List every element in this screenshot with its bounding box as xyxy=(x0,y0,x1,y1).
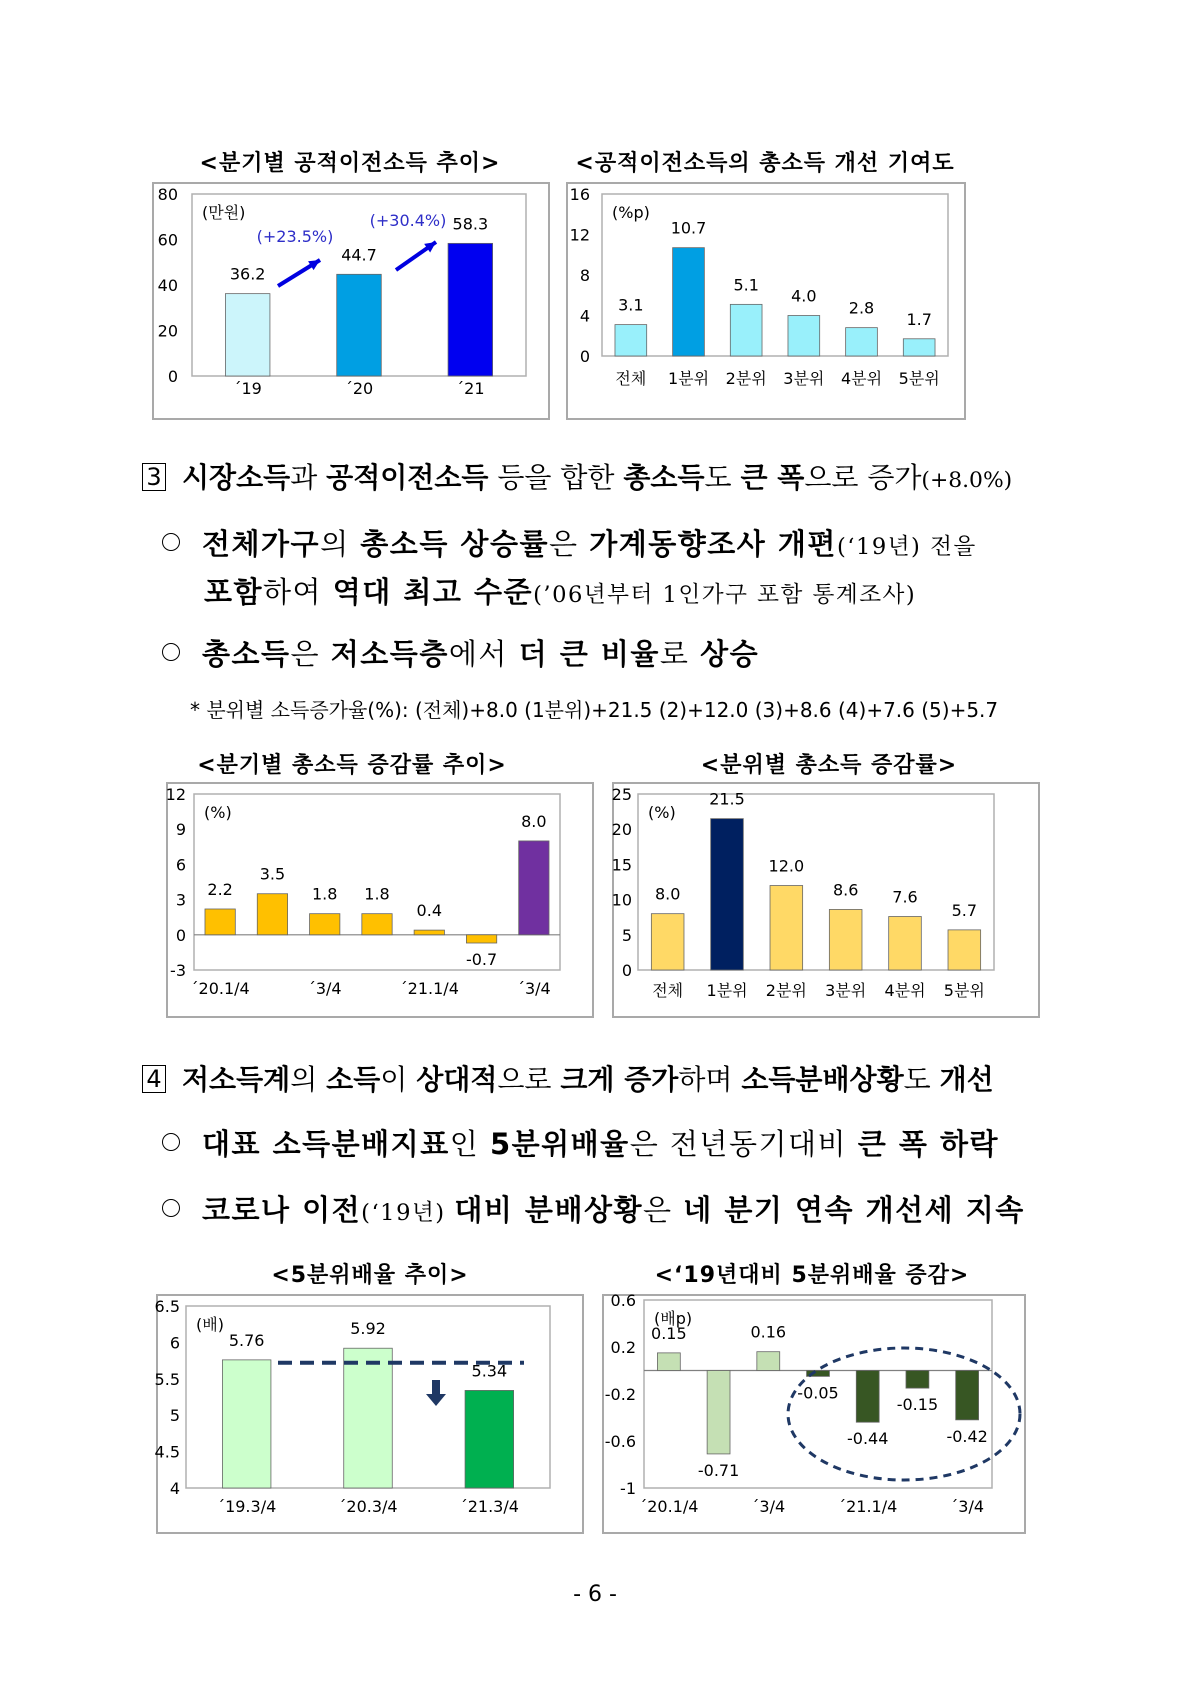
data-label: 4.0 xyxy=(791,286,817,306)
chart-title-total-income-quintile: <분위별 총소득 증감률> xyxy=(700,753,958,778)
x-tick-label: ´20.1/4 xyxy=(639,1497,699,1516)
section3-bullet1-line1: 전체가구의 총소득 상승률은 가계동향조사 개편(‘19년) 전을 xyxy=(162,522,977,563)
data-label: 44.7 xyxy=(341,245,377,265)
data-label: 58.3 xyxy=(452,214,489,234)
data-label: 2.2 xyxy=(207,879,233,899)
bar xyxy=(711,819,744,970)
y-tick-label: 10 xyxy=(611,890,632,910)
bar xyxy=(829,909,862,970)
chart-title-public-transfer-contribution: <공적이전소득의 총소득 개선 기여도 xyxy=(575,151,955,176)
chart-public-transfer-contribution xyxy=(566,182,966,420)
data-label: -0.7 xyxy=(465,950,498,970)
section3-note: * 분위별 소득증가율(%): (전체)+8.0 (1분위)+21.5 (2)+12.0 (3)+8.6 (4)+7.6 (5)+5.7 xyxy=(190,698,999,722)
y-tick-label: 8 xyxy=(579,266,590,285)
x-tick-label: 3분위 xyxy=(825,981,867,1000)
data-label: -0.42 xyxy=(946,1426,988,1446)
data-label: -0.71 xyxy=(697,1460,740,1480)
bar xyxy=(788,316,820,357)
x-tick-label: ´21.1/4 xyxy=(399,979,459,998)
data-label: 7.6 xyxy=(892,887,918,907)
chart-svg xyxy=(604,1291,1024,1532)
bar xyxy=(651,914,684,970)
x-tick-label: ´21 xyxy=(456,379,485,398)
plot-area xyxy=(602,194,948,356)
chart-title-quintile-ratio-change: <‘19년대비 5분위배율 증감> xyxy=(654,1263,970,1288)
data-label: -0.44 xyxy=(847,1429,889,1449)
section4-bullet2: 코로나 이전(‘19년) 대비 분배상황은 네 분기 연속 개선세 지속 xyxy=(162,1188,1025,1229)
x-tick-label: 4분위 xyxy=(884,981,926,1000)
bar xyxy=(257,894,287,935)
data-label: 21.5 xyxy=(709,789,745,809)
chart-quintile-ratio-trend xyxy=(156,1294,584,1534)
bar xyxy=(948,930,981,970)
data-label: 2.8 xyxy=(848,298,875,318)
down-arrow-icon xyxy=(426,1394,446,1406)
chart-title-quintile-ratio-trend: <5분위배율 추이> xyxy=(271,1263,469,1288)
y-tick-label: 6 xyxy=(169,1333,180,1353)
section4-heading: 4 저소득계의 소득이 상대적으로 크게 증가하며 소득분배상황도 개선 xyxy=(142,1058,994,1098)
bar xyxy=(448,243,493,376)
y-tick-label: 25 xyxy=(611,785,632,804)
y-tick-label: 5 xyxy=(169,1406,180,1426)
x-tick-label: 3분위 xyxy=(783,369,825,388)
y-tick-label: 40 xyxy=(157,276,178,295)
y-tick-label: 12 xyxy=(569,225,590,245)
bar xyxy=(770,886,803,970)
bar xyxy=(889,916,922,970)
bar xyxy=(519,841,549,935)
y-tick-label: -3 xyxy=(170,961,186,980)
y-tick-label: 4 xyxy=(579,306,590,326)
data-label: 8.0 xyxy=(521,811,547,831)
data-label: 1.8 xyxy=(364,884,390,904)
bar xyxy=(362,914,392,935)
x-tick-label: 1분위 xyxy=(706,981,748,1000)
unit-label: (배) xyxy=(196,1315,224,1334)
data-label: 8.6 xyxy=(832,880,859,900)
down-arrow-stem xyxy=(432,1380,440,1394)
data-label: 3.5 xyxy=(259,864,286,884)
bar xyxy=(465,1390,514,1488)
y-tick-label: 15 xyxy=(611,855,632,875)
y-tick-label: 9 xyxy=(175,820,186,840)
y-tick-label: 0.6 xyxy=(610,1291,636,1310)
section-number-box: 3 xyxy=(142,463,166,491)
x-tick-label: 2분위 xyxy=(765,981,807,1000)
bar xyxy=(906,1371,929,1389)
chart-svg xyxy=(154,184,548,418)
x-tick-label: 1분위 xyxy=(667,369,710,388)
annotation-label: (+23.5%) xyxy=(256,227,334,246)
x-tick-label: ´3/4 xyxy=(307,979,342,998)
unit-label: (%) xyxy=(204,803,232,822)
bar xyxy=(615,325,647,356)
x-tick-label: 전체 xyxy=(615,369,647,388)
bar xyxy=(466,935,496,943)
y-tick-label: 0 xyxy=(621,961,632,980)
x-tick-label: 전체 xyxy=(652,981,684,1000)
chart-total-income-quarterly xyxy=(166,782,594,1018)
x-tick-label: ´20.3/4 xyxy=(338,1497,398,1516)
bar xyxy=(757,1352,780,1371)
bar xyxy=(956,1371,979,1420)
section-number-box: 4 xyxy=(142,1065,166,1093)
bar xyxy=(310,914,340,935)
y-tick-label: 0 xyxy=(579,347,590,366)
bar xyxy=(707,1371,730,1454)
bar xyxy=(673,248,705,356)
bar xyxy=(846,328,878,356)
bar xyxy=(657,1353,680,1371)
chart-svg xyxy=(611,784,1038,1016)
data-label: 5.1 xyxy=(733,275,759,295)
section3-bullet1-line2: 포함하여 역대 최고 수준(’06년부터 1인가구 포함 통계조사) xyxy=(204,575,917,609)
data-label: 0.4 xyxy=(416,901,443,921)
y-tick-label: 4 xyxy=(169,1479,180,1498)
data-label: 1.7 xyxy=(906,309,932,329)
chart-total-income-quintile xyxy=(612,782,1040,1018)
y-tick-label: 5 xyxy=(621,925,632,945)
x-tick-label: 4분위 xyxy=(840,369,883,388)
chart-title-total-income-quarterly: <분기별 총소득 증감률 추이> xyxy=(197,753,507,778)
bar xyxy=(344,1348,393,1488)
section4-bullet1: 대표 소득분배지표인 5분위배율은 전년동기대비 큰 폭 하락 xyxy=(162,1122,999,1163)
y-tick-label: -1 xyxy=(620,1479,636,1498)
x-tick-label: 5분위 xyxy=(943,981,985,1000)
bar xyxy=(730,304,762,356)
y-tick-label: 20 xyxy=(157,321,178,341)
x-tick-label: ´20.1/4 xyxy=(190,979,250,998)
data-label: 5.34 xyxy=(471,1361,508,1381)
data-label: 36.2 xyxy=(229,264,266,284)
y-tick-label: 0 xyxy=(167,367,178,386)
chart-quintile-ratio-change xyxy=(602,1291,1026,1534)
annotation-label: (+30.4%) xyxy=(369,211,447,230)
data-label: 8.0 xyxy=(654,884,681,904)
x-tick-label: ´21.3/4 xyxy=(459,1497,519,1516)
y-tick-label: 16 xyxy=(569,185,590,204)
plot-area xyxy=(638,794,994,970)
data-label: 1.8 xyxy=(311,884,338,904)
chart-svg xyxy=(165,784,592,1016)
chart-public-transfer-trend xyxy=(152,182,550,420)
x-tick-label: ´20 xyxy=(344,379,374,398)
y-tick-label: 6.5 xyxy=(154,1297,180,1316)
y-tick-label: 12 xyxy=(165,785,186,804)
bar xyxy=(225,294,270,376)
data-label: 0.15 xyxy=(651,1323,687,1343)
data-label: -0.15 xyxy=(896,1395,939,1415)
y-tick-label: 0 xyxy=(175,925,186,945)
bar xyxy=(222,1360,271,1488)
data-label: 5.7 xyxy=(951,900,978,920)
bar xyxy=(205,909,235,935)
data-label: -0.05 xyxy=(797,1383,839,1403)
y-tick-label: 4.5 xyxy=(154,1442,180,1462)
data-label: 5.92 xyxy=(350,1319,386,1339)
x-tick-label: ´19 xyxy=(233,379,262,398)
data-label: 10.7 xyxy=(670,218,707,238)
bar xyxy=(337,274,382,376)
bullet-circle-icon xyxy=(162,533,180,551)
y-tick-label: -0.2 xyxy=(604,1385,636,1404)
unit-label: (%p) xyxy=(612,203,650,222)
bullet-circle-icon xyxy=(162,1199,180,1217)
data-label: 3.1 xyxy=(618,295,644,315)
x-tick-label: ´21.1/4 xyxy=(838,1497,898,1516)
chart-title-public-transfer-trend: <분기별 공적이전소득 추이> xyxy=(199,151,501,176)
unit-label: (%) xyxy=(648,803,676,822)
data-label: 5.76 xyxy=(228,1330,265,1350)
y-tick-label: 20 xyxy=(611,820,632,840)
x-tick-label: ´3/4 xyxy=(950,1497,985,1516)
plot-area xyxy=(194,794,560,970)
data-label: 0.16 xyxy=(750,1322,787,1342)
unit-label: (만원) xyxy=(202,203,246,222)
bullet-circle-icon xyxy=(162,1133,180,1151)
y-tick-label: 60 xyxy=(157,230,178,250)
y-tick-label: 0.2 xyxy=(610,1338,636,1357)
y-tick-label: 5.5 xyxy=(154,1369,180,1389)
x-tick-label: ´3/4 xyxy=(516,979,551,998)
bar xyxy=(856,1371,879,1423)
y-tick-label: 6 xyxy=(175,855,186,875)
chart-svg xyxy=(568,184,964,418)
bullet-circle-icon xyxy=(162,643,180,661)
chart-svg xyxy=(154,1296,582,1532)
bar xyxy=(903,339,935,356)
x-tick-label: ´19.3/4 xyxy=(217,1497,277,1516)
bar xyxy=(414,930,444,935)
x-tick-label: 2분위 xyxy=(725,369,767,388)
page-number: - 6 - xyxy=(573,1582,617,1607)
y-tick-label: 3 xyxy=(175,890,186,910)
y-tick-label: 80 xyxy=(157,185,178,204)
section3-bullet2: 총소득은 저소득층에서 더 큰 비율로 상승 xyxy=(162,632,759,673)
section3-heading: 3 시장소득과 공적이전소득 등을 합한 총소득도 큰 폭으로 증가(+8.0%) xyxy=(142,456,1012,496)
x-tick-label: 5분위 xyxy=(898,369,940,388)
data-label: 12.0 xyxy=(768,856,805,876)
x-tick-label: ´3/4 xyxy=(751,1497,786,1516)
unit-label: (배p) xyxy=(654,1309,693,1328)
y-tick-label: -0.6 xyxy=(604,1432,636,1451)
